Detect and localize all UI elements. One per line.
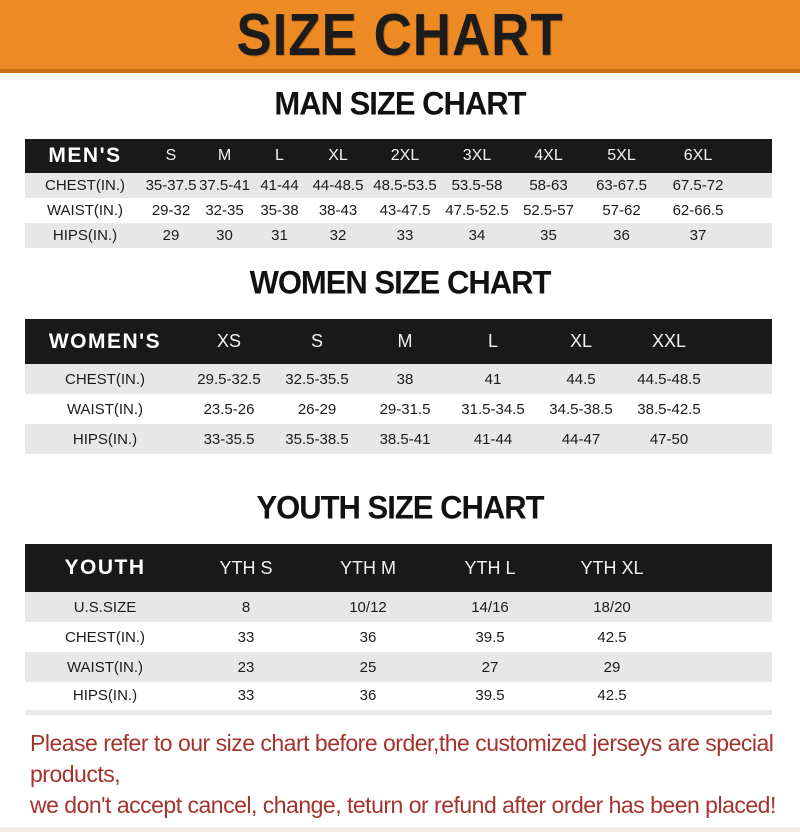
size-value: 32.5-35.5 <box>273 364 361 394</box>
size-value: 33 <box>369 223 441 248</box>
row-label: WAIST(IN.) <box>25 394 185 424</box>
size-value: 38-43 <box>307 198 369 223</box>
size-value: 52.5-57 <box>513 198 584 223</box>
size-value: 47-50 <box>625 424 713 454</box>
size-value: 62-66.5 <box>659 198 737 223</box>
men-column-header: 5XL <box>584 139 659 173</box>
women-section-heading: WOMEN SIZE CHART <box>249 264 551 301</box>
youth-waist-row <box>25 652 772 682</box>
size-value: 58-63 <box>513 173 584 198</box>
women-column-header: XXL <box>625 319 713 364</box>
size-value: 26-29 <box>273 394 361 424</box>
size-value: 42.5 <box>551 682 673 712</box>
size-value: 35 <box>513 223 584 248</box>
row-filler <box>673 592 772 622</box>
youth-column-header: YTH XL <box>551 544 673 592</box>
men-chest-row <box>25 173 772 198</box>
men-header-filler <box>737 139 772 173</box>
youth-chest-row <box>25 622 772 652</box>
men-column-header: XL <box>307 139 369 173</box>
row-filler <box>673 652 772 682</box>
youth-ussize-row <box>25 592 772 622</box>
size-value: 41-44 <box>449 424 537 454</box>
men-column-header: 3XL <box>441 139 513 173</box>
size-value: 36 <box>307 622 429 652</box>
row-label: U.S.SIZE <box>25 592 185 622</box>
row-filler <box>713 394 772 424</box>
row-filler <box>673 622 772 652</box>
size-value: 37.5-41 <box>197 173 252 198</box>
men-hips-row <box>25 223 772 248</box>
size-value: 23 <box>185 652 307 682</box>
row-label: HIPS(IN.) <box>25 223 145 248</box>
size-value: 44.5 <box>537 364 625 394</box>
women-table-label: WOMEN'S <box>25 319 185 364</box>
women-column-header: XS <box>185 319 273 364</box>
men-column-header: L <box>252 139 307 173</box>
row-label: HIPS(IN.) <box>25 682 185 712</box>
size-value: 29.5-32.5 <box>185 364 273 394</box>
size-value: 32 <box>307 223 369 248</box>
youth-hips-row <box>25 682 772 712</box>
men-waist-row <box>25 198 772 223</box>
size-value: 41-44 <box>252 173 307 198</box>
row-filler <box>737 173 772 198</box>
size-value: 29 <box>145 223 197 248</box>
youth-size-table <box>25 544 772 715</box>
size-value: 29-31.5 <box>361 394 449 424</box>
size-value: 41 <box>449 364 537 394</box>
youth-column-header: YTH S <box>185 544 307 592</box>
banner-title: SIZE CHART <box>236 1 564 68</box>
men-size-table <box>25 139 772 248</box>
size-value: 8 <box>185 592 307 622</box>
youth-section-heading: YOUTH SIZE CHART <box>256 489 544 526</box>
men-header-row <box>25 139 772 173</box>
size-value: 36 <box>307 682 429 712</box>
women-header-row <box>25 319 772 364</box>
size-value: 39.5 <box>429 622 551 652</box>
size-value: 57-62 <box>584 198 659 223</box>
size-value: 29-32 <box>145 198 197 223</box>
size-value: 44-48.5 <box>307 173 369 198</box>
size-value: 47.5-52.5 <box>441 198 513 223</box>
women-chest-row <box>25 364 772 394</box>
size-value: 33-35.5 <box>185 424 273 454</box>
youth-column-header: YTH L <box>429 544 551 592</box>
man-section-heading: MAN SIZE CHART <box>274 85 526 122</box>
men-column-header: 4XL <box>513 139 584 173</box>
size-value: 53.5-58 <box>441 173 513 198</box>
size-value: 48.5-53.5 <box>369 173 441 198</box>
men-column-header: M <box>197 139 252 173</box>
size-value: 10/12 <box>307 592 429 622</box>
size-value: 33 <box>185 622 307 652</box>
row-label: WAIST(IN.) <box>25 198 145 223</box>
size-value: 36 <box>584 223 659 248</box>
footer-notice <box>30 728 800 821</box>
youth-column-header: YTH M <box>307 544 429 592</box>
size-value: 31 <box>252 223 307 248</box>
row-filler <box>713 424 772 454</box>
row-label: WAIST(IN.) <box>25 652 185 682</box>
size-value: 31.5-34.5 <box>449 394 537 424</box>
women-header-filler <box>713 319 772 364</box>
row-label: CHEST(IN.) <box>25 364 185 394</box>
size-value: 18/20 <box>551 592 673 622</box>
size-value: 44-47 <box>537 424 625 454</box>
men-column-header: 2XL <box>369 139 441 173</box>
size-value: 42.5 <box>551 622 673 652</box>
youth-header-filler <box>673 544 772 592</box>
size-value: 67.5-72 <box>659 173 737 198</box>
size-value: 34.5-38.5 <box>537 394 625 424</box>
row-label: CHEST(IN.) <box>25 622 185 652</box>
size-value: 23.5-26 <box>185 394 273 424</box>
youth-header-row <box>25 544 772 592</box>
women-column-header: L <box>449 319 537 364</box>
size-value: 35-38 <box>252 198 307 223</box>
women-column-header: M <box>361 319 449 364</box>
size-value: 29 <box>551 652 673 682</box>
women-waist-row <box>25 394 772 424</box>
men-column-header: S <box>145 139 197 173</box>
men-table-label: MEN'S <box>25 139 145 173</box>
size-chart-banner <box>0 0 800 73</box>
row-label: CHEST(IN.) <box>25 173 145 198</box>
size-value: 39.5 <box>429 682 551 712</box>
size-value: 30 <box>197 223 252 248</box>
size-value: 32-35 <box>197 198 252 223</box>
size-value: 43-47.5 <box>369 198 441 223</box>
size-value: 38.5-41 <box>361 424 449 454</box>
size-value: 27 <box>429 652 551 682</box>
size-value: 38.5-42.5 <box>625 394 713 424</box>
footer-notice-line2: we don't accept cancel, change, teturn or refund after order has been placed! <box>30 791 776 818</box>
size-value: 44.5-48.5 <box>625 364 713 394</box>
size-value: 63-67.5 <box>584 173 659 198</box>
women-size-table <box>25 319 772 454</box>
size-value: 35-37.5 <box>145 173 197 198</box>
footer-notice-line1: Please refer to our size chart before order,the customized jerseys are special products, <box>30 729 774 787</box>
size-value: 35.5-38.5 <box>273 424 361 454</box>
size-value: 38 <box>361 364 449 394</box>
size-value: 33 <box>185 682 307 712</box>
row-filler <box>737 223 772 248</box>
row-label: HIPS(IN.) <box>25 424 185 454</box>
size-value: 37 <box>659 223 737 248</box>
women-column-header: S <box>273 319 361 364</box>
row-filler <box>713 364 772 394</box>
men-column-header: 6XL <box>659 139 737 173</box>
size-value: 34 <box>441 223 513 248</box>
youth-table-label: YOUTH <box>25 544 185 592</box>
row-filler <box>737 198 772 223</box>
size-value: 25 <box>307 652 429 682</box>
women-column-header: XL <box>537 319 625 364</box>
women-hips-row <box>25 424 772 454</box>
row-filler <box>673 682 772 712</box>
size-value: 14/16 <box>429 592 551 622</box>
bottom-edge-strip <box>0 827 800 832</box>
